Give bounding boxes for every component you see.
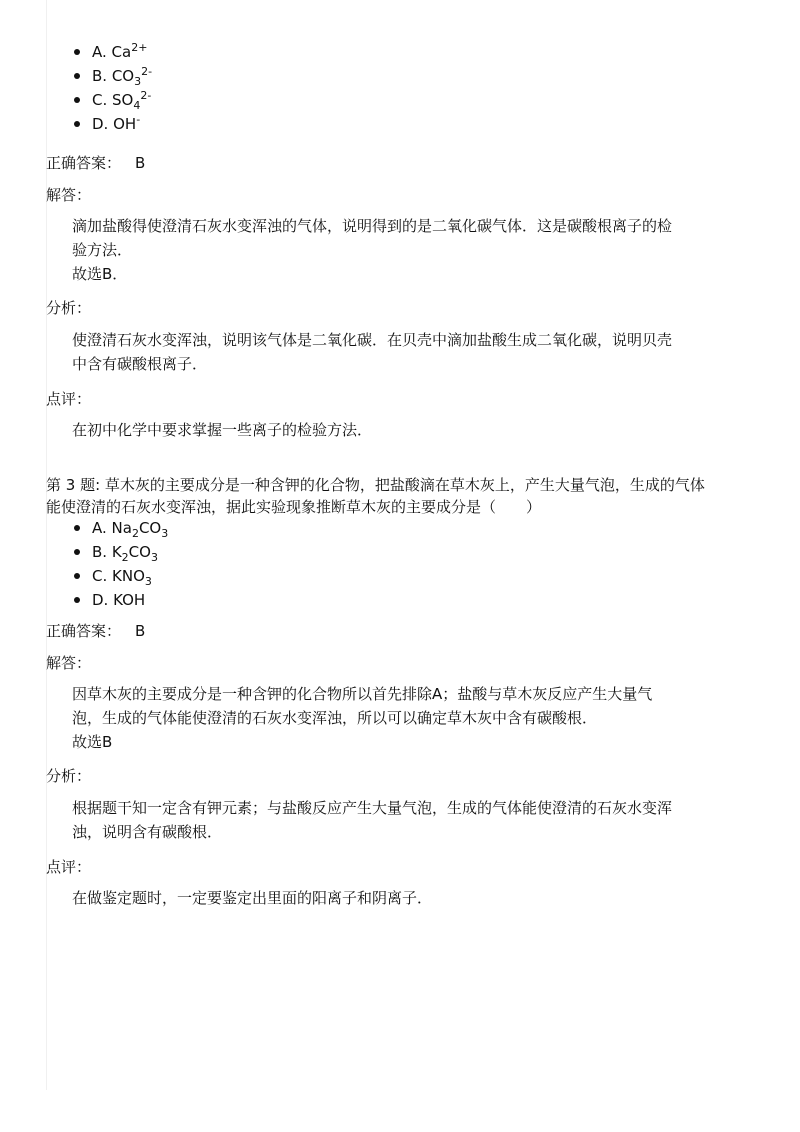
- bullet-icon: [74, 97, 80, 103]
- q3-solution-label: 解答：: [46, 654, 92, 672]
- q3-option-a: A. $Na_2CO_3$: [70, 516, 168, 540]
- q2-options-list: [70, 40, 152, 136]
- bullet-icon: [74, 49, 80, 55]
- q2-comment-line: 在初中化学中要求掌握一些离子的检验方法．: [72, 421, 373, 439]
- q2-answer-row: [46, 152, 145, 174]
- q3-solution-line: 泡，生成的气体能使澄清的石灰水变浑浊，所以可以确定草木灰中含有碳酸根．: [72, 709, 598, 727]
- bullet-icon: [74, 73, 80, 79]
- q3-answer-row: [46, 620, 145, 642]
- q3-option-d: D. KOH: [70, 588, 168, 612]
- q2-answer-value: B: [135, 154, 146, 172]
- bullet-icon: [74, 573, 80, 579]
- q2-solution-text: [72, 214, 732, 286]
- q2-comment-text: [72, 418, 732, 442]
- q2-analysis-line: 使澄清石灰水变浑浊，说明该气体是二氧化碳．在贝壳中滴加盐酸生成二氧化碳，说明贝壳: [72, 331, 673, 349]
- q2-option-c: C. $SO_4^{2-}$: [70, 88, 152, 112]
- q3-comment-label: 点评：: [46, 858, 92, 876]
- bullet-icon: [74, 597, 80, 603]
- q3-options-list: [70, 516, 168, 612]
- q2-analysis-label: 分析：: [46, 299, 92, 317]
- q3-solution-text: [72, 682, 732, 754]
- q3-comment-text: [72, 886, 732, 910]
- q3-solution-line: 因草木灰的主要成分是一种含钾的化合物所以首先排除A；盐酸与草木灰反应产生大量气: [72, 685, 653, 703]
- q2-solution-line: 滴加盐酸得使澄清石灰水变浑浊的气体，说明得到的是二氧化碳气体．这是碳酸根离子的检: [72, 217, 673, 235]
- q3-option-b: B. $K_2CO_3$: [70, 540, 168, 564]
- q2-option-a: A. $Ca^{2+}$: [70, 40, 152, 64]
- q2-analysis-text: [72, 328, 732, 376]
- q3-analysis-text: [72, 796, 732, 844]
- q3-question-line: 能使澄清的石灰水变浑浊，据此实验现象推断草木灰的主要成分是（ ）: [46, 498, 542, 516]
- q2-solution-line: 验方法．: [72, 241, 133, 259]
- bullet-icon: [74, 549, 80, 555]
- q3-comment-line: 在做鉴定题时，一定要鉴定出里面的阳离子和阴离子．: [72, 889, 433, 907]
- q3-analysis-line: 浊，说明含有碳酸根．: [72, 823, 223, 841]
- bullet-icon: [74, 525, 80, 531]
- q3-option-c: C. $KNO_3$: [70, 564, 168, 588]
- q2-answer-label: 正确答案：: [46, 154, 122, 172]
- q3-analysis-label: 分析：: [46, 767, 92, 785]
- q3-question-text: [46, 474, 766, 518]
- q2-comment-label: 点评：: [46, 390, 92, 408]
- q2-option-d: D. OH-: [70, 112, 152, 136]
- q2-option-b: B. $CO_3^{2-}$: [70, 64, 152, 88]
- q3-solution-line: 故选B: [72, 733, 113, 751]
- q3-analysis-line: 根据题干知一定含有钾元素；与盐酸反应产生大量气泡，生成的气体能使澄清的石灰水变浑: [72, 799, 673, 817]
- q2-solution-label: 解答：: [46, 186, 92, 204]
- q3-answer-label: 正确答案：: [46, 622, 122, 640]
- q2-solution-line: 故选B．: [72, 265, 128, 283]
- q3-question-line: 第 3 题: 草木灰的主要成分是一种含钾的化合物，把盐酸滴在草木灰上，产生大量气泡，生成的气体: [46, 476, 705, 494]
- q2-analysis-line: 中含有碳酸根离子．: [72, 355, 208, 373]
- bullet-icon: [74, 121, 80, 127]
- q3-answer-value: B: [135, 622, 146, 640]
